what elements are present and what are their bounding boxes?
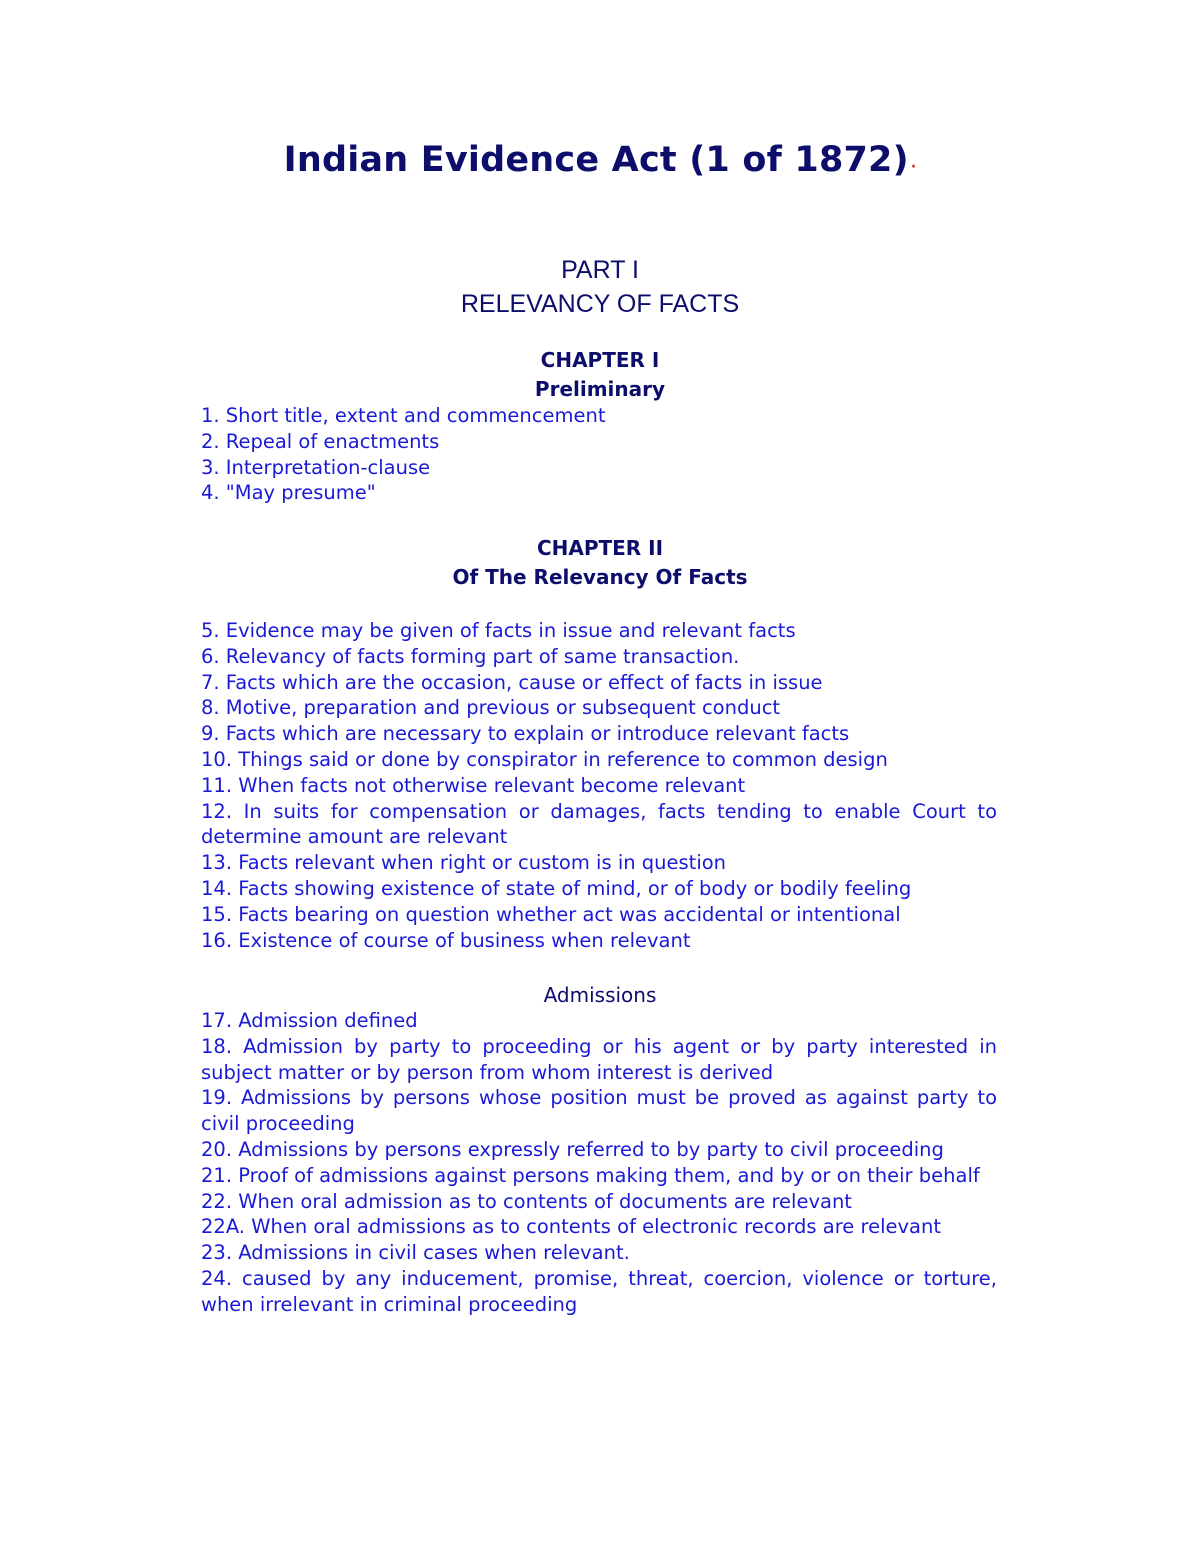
- section-item: 2. Repeal of enactments: [201, 429, 440, 453]
- section-item: 7. Facts which are the occasion, cause or effect of facts in issue: [201, 670, 823, 694]
- section-item: 21. Proof of admissions against persons making them, and by or on their behalf: [201, 1163, 980, 1187]
- section-item: 9. Facts which are necessary to explain or introduce relevant facts: [201, 722, 850, 746]
- part-number: PART I: [561, 256, 639, 284]
- section-item: 13. Facts relevant when right or custom is in question: [201, 851, 727, 875]
- chapter-1-name: Preliminary: [534, 377, 666, 401]
- chapter-2-heading: [0, 534, 1200, 592]
- part-name: RELEVANCY OF FACTS: [460, 290, 740, 318]
- document-title: [0, 140, 1200, 180]
- title-mark: ·: [910, 159, 917, 175]
- section-item: 3. Interpretation-clause: [201, 455, 431, 479]
- admissions-section-list: [201, 1008, 997, 1318]
- document-title-text: Indian Evidence Act (1 of 1872): [283, 140, 909, 180]
- section-item: 5. Evidence may be given of facts in issue and relevant facts: [201, 619, 796, 642]
- chapter-1-heading: [0, 346, 1200, 404]
- section-item: 22A. When oral admissions as to contents of electronic records are relevant: [201, 1215, 942, 1239]
- section-item: 11. When facts not otherwise relevant become relevant: [201, 773, 746, 797]
- section-item: 17. Admission defined: [201, 1009, 418, 1032]
- section-item: 1. Short title, extent and commencement: [201, 404, 606, 427]
- section-item: 19. Admissions by persons whose position must be proved as against party to civil proceeding: [201, 1086, 997, 1136]
- section-item: 8. Motive, preparation and previous or subsequent conduct: [201, 696, 781, 720]
- part-heading: [0, 253, 1200, 321]
- section-item: 4. "May presume": [201, 481, 376, 505]
- chapter-1-label: CHAPTER I: [540, 348, 660, 372]
- section-item: 22. When oral admission as to contents of documents are relevant: [201, 1189, 852, 1213]
- chapter-2-label: CHAPTER II: [536, 536, 664, 560]
- section-item: 16. Existence of course of business when relevant: [201, 928, 691, 952]
- chapter-1-section-list: [201, 403, 997, 506]
- section-item: 23. Admissions in civil cases when relevant.: [201, 1241, 630, 1265]
- section-item: 20. Admissions by persons expressly referred to by party to civil proceeding: [201, 1137, 944, 1161]
- section-item: 12. In suits for compensation or damages, facts tending to enable Court to determine amount are relevant: [201, 799, 997, 849]
- section-item: 14. Facts showing existence of state of mind, or of body or bodily feeling: [201, 876, 912, 900]
- section-item: 6. Relevancy of facts forming part of same transaction.: [201, 644, 740, 668]
- chapter-2-section-list: [201, 618, 997, 953]
- section-item: 15. Facts bearing on question whether act was accidental or intentional: [201, 902, 901, 926]
- section-item: 18. Admission by party to proceeding or his agent or by party interested in subject matter or by person from whom interest is derived: [201, 1034, 997, 1084]
- admissions-heading: Admissions: [543, 983, 657, 1007]
- section-item: 10. Things said or done by conspirator in reference to common design: [201, 747, 888, 771]
- section-item: 24. caused by any inducement, promise, threat, coercion, violence or torture, when irrelevant in criminal proceeding: [201, 1266, 997, 1316]
- chapter-2-name: Of The Relevancy Of Facts: [452, 565, 748, 589]
